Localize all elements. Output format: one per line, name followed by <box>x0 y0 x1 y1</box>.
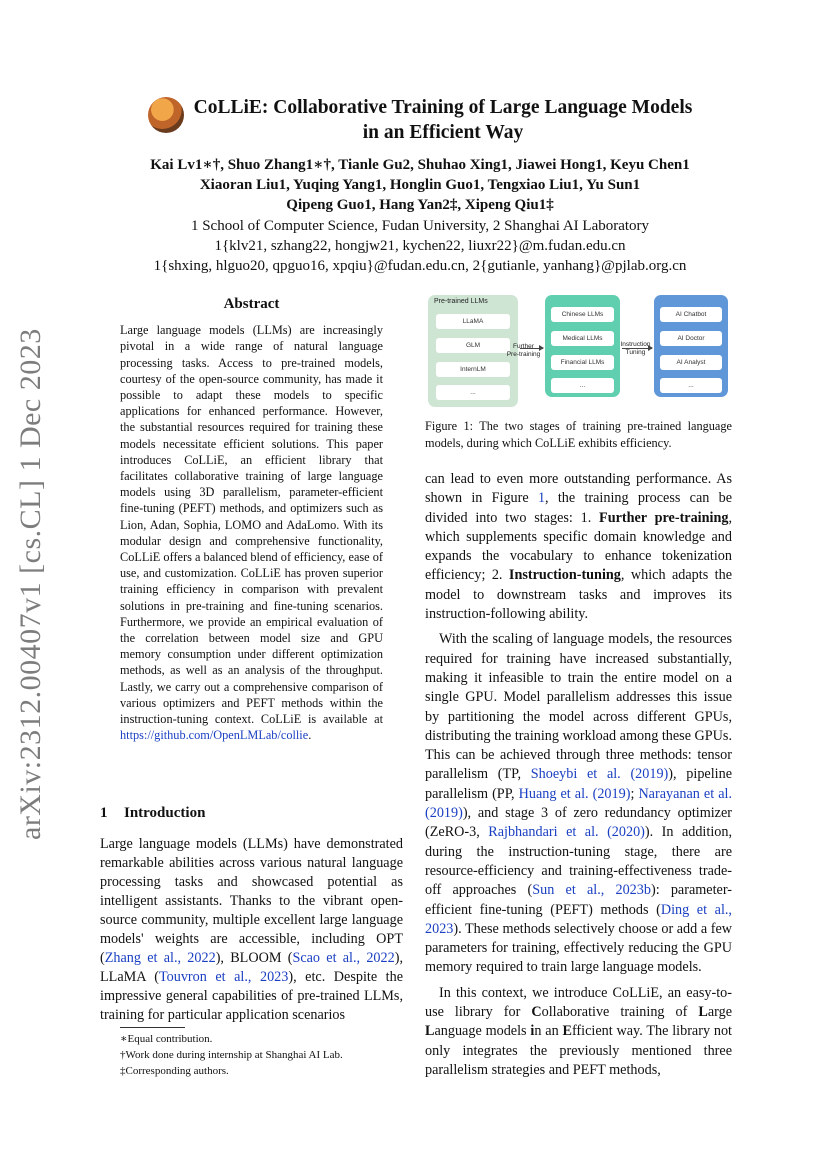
footnote: ‡Corresponding authors. <box>120 1065 229 1077</box>
abstract-text: Large language models (LLMs) are increasingly pivotal in a wide range of natural language processing tasks. Access to pre-trained models, courtesy of the open-source community, has made it possible to adapt these models to specific applications for enhanced performance. However, the substantial resources required for training these models necessitate efficient solutions. This paper introduces CoLLiE, an efficient library that facilitates collaborative training of large language models using 3D parallelism, parameter-efficient fine-tuning (PEFT) methods, and optimizers such as Lion, Adan, Sophia, LOMO and AdaLomo. With its modular design and comprehensive functionality, CoLLiE offers a balanced blend of efficiency, ease of use, and customization. CoLLiE has proven superior training efficiency in comparison with prevalent solutions in pre-training and fine-tuning scenarios. Furthermore, we provide an empirical evaluation of the correlation between model size and GPU memory consumption under different optimization methods, as well as an analysis of the throughput. Lastly, we carry out a comprehensive comparison of various optimizers and PEFT methods within the instruction-tuning context. CoLLiE is available at https://github.com/OpenLMLab/collie. <box>120 323 383 743</box>
abstract-section <box>120 296 383 743</box>
citation-link[interactable]: Shoeybi et al. (2019) <box>530 766 669 783</box>
collie-logo-icon <box>148 97 184 133</box>
panel-item: GLM <box>436 338 510 353</box>
footnotes <box>120 1031 410 1079</box>
citation-link[interactable]: Sun et al., 2023b <box>532 882 651 899</box>
title-block <box>100 95 740 276</box>
panel-item: ... <box>551 378 614 393</box>
authors-line-1: Kai Lv1∗†, Shuo Zhang1∗†, Tianle Gu2, Shuhao Xing1, Jiawei Hong1, Keyu Chen1 <box>150 157 690 173</box>
applications-panel <box>654 295 728 397</box>
paragraph: With the scaling of language models, the resources required for training have increased substantially, making it infeasible to train the entire model on a single GPU. Model parallelism addresses this issue by partitioning the model across different GPUs, distributing the training workload among these GPUs. This can be achieved through three methods: tensor parallelism (TP, Shoeybi et al. (2019)), pipeline parallelism (PP, Huang et al. (2019); Narayanan et al. (2019)), and stage 3 of zero redundancy optimizer (ZeRO-3, Rajbhandari et al. (2020)). In addition, during the instruction-tuning stage, there are resource-efficiency and training-effectiveness trade-off approaches (Sun et al., 2023b): parameter-efficient fine-tuning (PEFT) methods (Ding et al., 2023). These methods selectively choose or add a few parameters for training, effectively reducing the GPU memory required to train large language models. <box>425 631 732 976</box>
authors-line-2: Xiaoran Liu1, Yuqing Yang1, Honglin Guo1, Tengxiao Liu1, Yu Sun1 <box>199 177 641 193</box>
figure-caption: Figure 1: The two stages of training pre-trained language models, during which CoLLiE exhibits efficiency. <box>425 419 732 450</box>
email-line-1: 1{klv21, szhang22, hongjw21, kychen22, liuxr22}@m.fudan.edu.cn <box>214 238 626 254</box>
abstract-heading: Abstract <box>223 296 280 312</box>
authors-line-3: Qipeng Guo1, Hang Yan2‡, Xipeng Qiu1‡ <box>286 197 554 213</box>
paragraph: In this context, we introduce CoLLiE, an easy-to-use library for Collaborative training of Large Language models in an Efficient way. The library not only integrates the previously mentioned three parallelism strategies and PEFT methods, <box>425 984 733 1078</box>
panel-item: AI Chatbot <box>660 307 722 322</box>
footnote-rule <box>120 1027 185 1028</box>
footnote: ∗Equal contribution. <box>120 1033 213 1045</box>
citation-link[interactable]: Scao et al., 2022 <box>292 950 395 966</box>
citation-link[interactable]: Zhang et al., 2022 <box>104 950 216 966</box>
panel-item: Financial LLMs <box>551 355 614 370</box>
panel-item: InternLM <box>436 362 510 377</box>
panel-item: Medical LLMs <box>551 331 614 346</box>
paragraph: can lead to even more outstanding performance. As shown in Figure 1, the training process can be divided into two stages: 1. Further pre-training, which supplements specific domain knowledge and expands the vocabulary to enhance tokenization efficiency; 2. Instruction-tuning, which adapts the model to downstream tasks and improves its instruction-following ability. <box>425 471 733 623</box>
title-line-2: in an Efficient Way <box>362 122 524 143</box>
arrow-label: Instruction Tuning <box>620 341 651 356</box>
panel-item: AI Doctor <box>660 331 722 346</box>
affiliation: 1 School of Computer Science, Fudan University, 2 Shanghai AI Laboratory <box>190 218 650 234</box>
figure-link[interactable]: 1 <box>537 490 546 507</box>
authors <box>100 155 740 215</box>
github-link[interactable]: https://github.com/OpenLMLab/collie <box>120 728 309 743</box>
panel-item: LLaMA <box>436 314 510 329</box>
citation-link[interactable]: Huang et al. (2019) <box>518 785 631 802</box>
arrow-label: Further Pre-training <box>506 343 541 358</box>
introduction-text: Large language models (LLMs) have demonstrated remarkable abilities across various natural language processing tasks and showcased potential as intelligent assistants. Thanks to the vibrant open-source community, multiple excellent large language models' weights are accessible, including OPT (Zhang et al., 2022), BLOOM (Scao et al., 2022), LLaMA (Touvron et al., 2023), etc. Despite the impressive general capabilities of pre-trained LLMs, training for particular application scenarios <box>100 836 403 1023</box>
introduction-heading: 1 Introduction <box>100 805 206 821</box>
citation-link[interactable]: Narayanan et al. (2019) <box>425 785 732 822</box>
citation-link[interactable]: Rajbhandari et al. (2020) <box>488 824 645 841</box>
email-line-2: 1{shxing, hlguo20, qpguo16, xpqiu}@fudan.edu.cn, 2{gutianle, yanhang}@pjlab.org.cn <box>153 258 687 274</box>
footnote: †Work done during internship at Shanghai AI Lab. <box>120 1049 343 1061</box>
figure-1-diagram <box>425 293 732 411</box>
title-line-1: CoLLiE: Collaborative Training of Large Language Models <box>193 97 693 118</box>
panel-item: ... <box>436 385 510 400</box>
panel-item: Chinese LLMs <box>551 307 614 322</box>
domain-llms-panel <box>545 295 620 397</box>
citation-link[interactable]: Touvron et al., 2023 <box>158 969 289 985</box>
citation-link[interactable]: Ding et al., 2023 <box>425 901 732 937</box>
paper-title <box>194 95 693 145</box>
panel-title: Pre-trained LLMs <box>434 298 488 305</box>
panel-item: ... <box>660 378 722 393</box>
right-column-text <box>425 470 732 1080</box>
panel-item: AI Analyst <box>660 355 722 370</box>
arxiv-stamp: arXiv:2312.00407v1 [cs.CL] 1 Dec 2023 <box>14 328 47 840</box>
